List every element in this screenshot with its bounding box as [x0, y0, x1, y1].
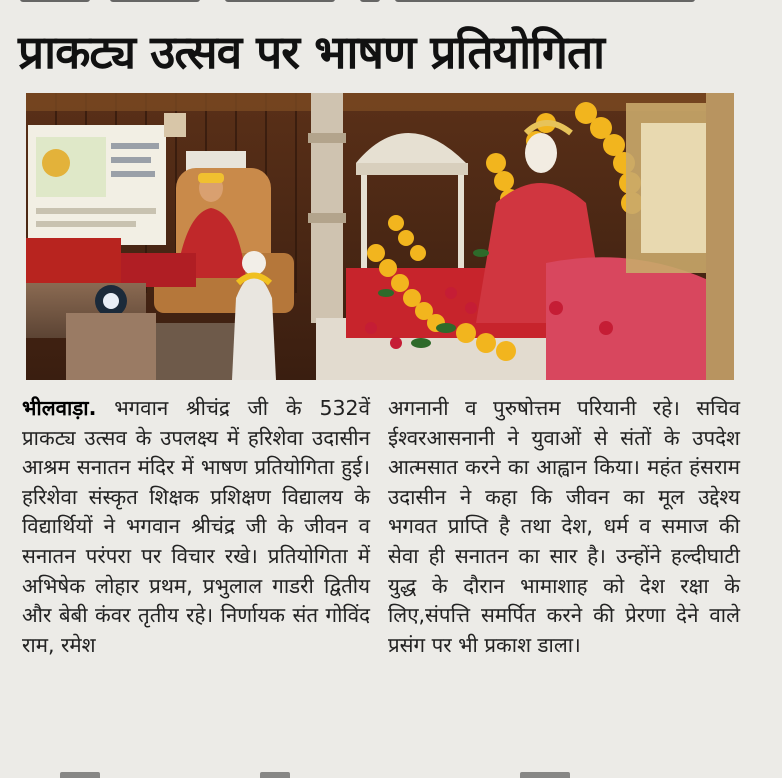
cutoff-previous-text	[0, 0, 782, 14]
article-column-right: अगनानी व पुरुषोत्तम परियानी रहे। सचिव ईश्वरआसनानी ने युवाओं से संतों के उपदेश आत्मसात करने का आह्वान किया। महंत हंसराम उदासीन ने कहा कि जीवन का मूल उद्देश्य भगवत प्राप्ति है तथा देश, धर्म व समाज की सेवा ही सनातन का सार है। उन्होंने हल्दीघाटी युद्ध के दौरान भामाशाह को देश रक्षा के लिए,संपत्ति समर्पित करने की प्रेरणा देने वाले प्रसंग पर भी प्रकाश डाला।	[388, 396, 740, 657]
article-dateline: भीलवाड़ा.	[22, 396, 97, 420]
article-column-left	[22, 394, 370, 660]
article-left-text: भगवान श्रीचंद्र जी के 532वें प्राकट्य उत्सव के उपलक्ष्य में हरिशेवा उदासीन आश्रम सनातन मंदिर में भाषण प्रतियोगिता हुई। हरिशेवा संस्कृत शिक्षक प्रशिक्षण विद्यालय के विद्यार्थियों ने भगवान श्रीचंद्र जी के जीवन व सनातन परंपरा पर विचार रखे। प्रतियोगिता में अभिषेक लोहार प्रथम, प्रभुलाल गाडरी द्वितीय और बेबी कंवर तृतीय रहे। निर्णायक संत गोविंद राम, रमेश	[22, 396, 370, 657]
article-headline: प्राकट्य उत्सव पर भाषण प्रतियोगिता	[18, 25, 605, 79]
temple-ceremony-photo	[26, 93, 734, 380]
cutoff-next-text	[0, 768, 782, 778]
